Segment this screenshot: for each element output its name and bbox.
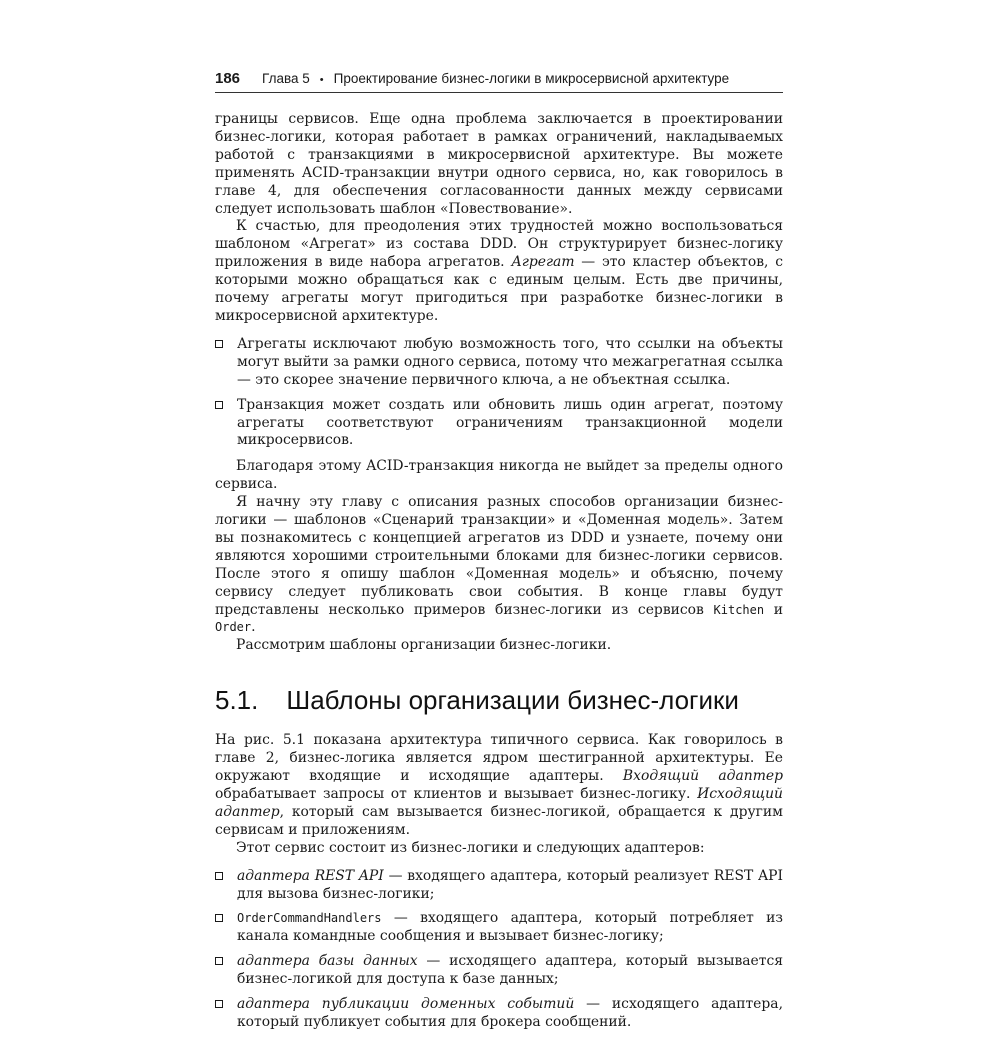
paragraph-1: границы сервисов. Еще одна проблема заключается в проектировании бизнес-логики, которая работает в рамках ограничений, накладываемых работой с транзакциями в микросервисной архитектуре. Вы можете применять ACID-транзакции внутри одного сервиса, но, как говорилось в главе 4, для обеспечения согласованности данных между сервисами следует использовать шаблон «Повествование».: [215, 111, 783, 217]
chapter-label: Глава 5: [262, 71, 310, 86]
paragraph-5: Рассмотрим шаблоны организации бизнес-логики.: [236, 637, 612, 654]
text-span: К счастью, для преодоления этих трудностей можно воспользоваться шаблоном «Агрегат» из состава DDD. Он структурирует бизнес-логику приложения в виде набора агрегатов.: [215, 218, 783, 271]
book-page: [215, 70, 783, 1040]
list-item: [215, 953, 783, 989]
term-inbound-adapter: Входящий адаптер: [622, 768, 784, 785]
section-heading: [215, 685, 783, 716]
term-aggregate: Агрегат: [511, 254, 575, 271]
code-order-command-handlers: OrderCommandHandlers: [237, 911, 382, 926]
page-number: 186: [215, 70, 241, 87]
checkbox-bullet-icon: [215, 872, 223, 880]
checkbox-bullet-icon: [215, 914, 223, 922]
paragraph-3: Благодаря этому ACID-транзакция никогда не выйдет за пределы одного сервиса.: [215, 458, 783, 493]
header-separator: •: [319, 74, 324, 86]
checkbox-bullet-icon: [215, 1000, 223, 1008]
term-outbound-adapter: Исходящий адаптер: [215, 786, 783, 820]
list-item-text: Транзакция может создать или обновить лишь один агрегат, поэтому агрегаты соответствуют ограничениям транзакционной модели микросервисов.: [237, 396, 783, 449]
code-order: Order: [215, 620, 252, 635]
paragraph-6: [215, 732, 783, 839]
running-header: [215, 70, 783, 93]
code-kitchen: Kitchen: [713, 602, 765, 617]
adapters-list: [215, 868, 783, 1032]
list-item: [215, 910, 783, 946]
paragraph-7: Этот сервис состоит из бизнес-логики и следующих адаптеров:: [236, 839, 705, 856]
paragraph-2: [215, 218, 783, 325]
checkbox-bullet-icon: [215, 340, 223, 348]
section-title: Шаблоны организации бизнес-логики: [286, 685, 739, 716]
term-event-publisher-adapter: адаптера публикации доменных событий: [237, 996, 575, 1013]
checkbox-bullet-icon: [215, 957, 223, 965]
list-item-text: — исходящего адаптера, который вызывается бизнес-логикой для доступа к базе данных;: [237, 953, 784, 988]
paragraph-4: [215, 494, 783, 637]
section-number: 5.1.: [215, 685, 259, 716]
list-item-text: Агрегаты исключают любую возможность того, что ссылки на объекты могут выйти за рамки одного сервиса, потому что межагрегатная ссылка — это скорее значение первичного ключа, а не объектная ссылка.: [237, 335, 783, 388]
list-item: [215, 868, 783, 904]
text-span: и: [764, 601, 783, 618]
chapter-title: Проектирование бизнес-логики в микросервисной архитектуре: [333, 71, 730, 86]
text-span: .: [251, 619, 256, 636]
list-item: [215, 996, 783, 1032]
text-span: На рис. 5.1 показана архитектура типичного сервиса. Как говорилось в главе 2, бизнес-логика является ядром шестигранной архитектуры. Ее окружают входящие и исходящие адаптеры.: [215, 732, 783, 785]
text-span: Я начну эту главу с описания разных способов организации бизнес-логики — шаблонов «Сценарий транзакции» и «Доменная модель». Затем вы познакомитесь с концепцией агрегатов из DDD и узнаете, почему они являются хорошими строительными блоками для бизнес-логики сервисов. После этого я опишу шаблон «Доменная модель» и объясню, почему сервису следует публиковать свои события. В конце главы будут представлены несколько примеров бизнес-логики из сервисов: [215, 494, 783, 618]
checkbox-bullet-icon: [215, 401, 223, 409]
text-span: — это кластер объектов, с которыми можно обращаться как с единым целым. Есть две причины, почему агрегаты могут пригодиться при разработке бизнес-логики в микросервисной архитектуре.: [215, 254, 783, 324]
list-item: [215, 336, 783, 390]
text-span: обрабатывает запросы от клиентов и вызывает бизнес-логику.: [215, 786, 698, 802]
list-item-text: — входящего адаптера, который потребляет из канала командные сообщения и вызывает бизнес-логику;: [237, 910, 783, 945]
list-item: [215, 397, 783, 451]
text-span: , который сам вызывается бизнес-логикой, обращается к другим сервисам и приложениям.: [215, 803, 783, 838]
term-db-adapter: адаптера базы данных: [237, 953, 418, 970]
list-item-text: — входящего адаптера, который реализует REST API для вызова бизнес-логики;: [237, 867, 783, 902]
aggregate-reasons-list: [215, 336, 783, 450]
list-item-text: — исходящего адаптера, который публикует события для брокера сообщений.: [237, 996, 783, 1030]
term-rest-adapter: адаптера REST API: [237, 867, 384, 884]
